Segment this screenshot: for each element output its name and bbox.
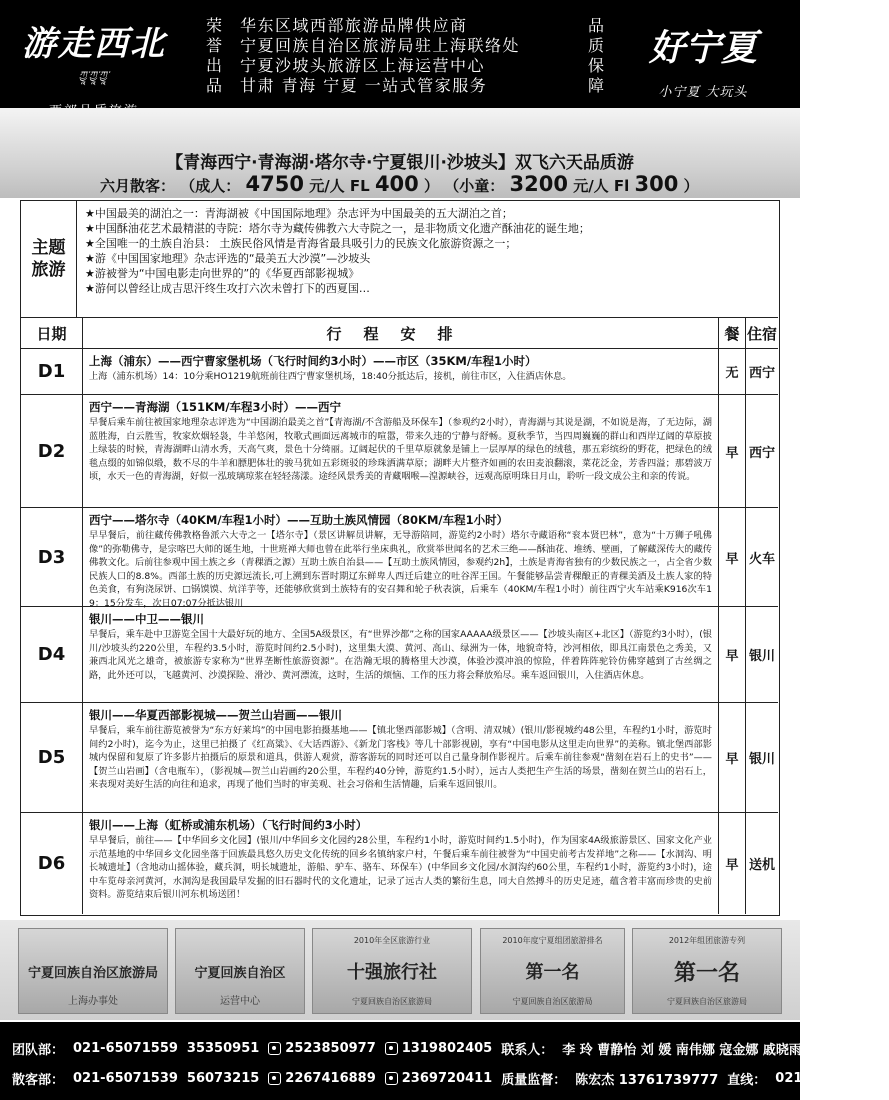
supervisor-contact: 陈宏杰 13761739777: [575, 1072, 719, 1088]
day-route: 银川——上海（虹桥或浦东机场）（飞行时间约3小时）: [89, 818, 368, 832]
retail-qq: 2267416889: [285, 1070, 376, 1086]
adult-close: ）: [424, 177, 440, 195]
qq-icon: [385, 1072, 398, 1085]
price-line: [100, 172, 760, 196]
header-slogans: [240, 16, 580, 96]
day-hotel: 银川: [748, 752, 775, 767]
day-meal: 早: [719, 508, 746, 606]
day-route: 上海（浦东）——西宁曹家堡机场（飞行时间约3小时）——市区（35KM/车程1小时）: [89, 354, 537, 368]
slogan-line: 华东区域西部旅游品牌供应商: [240, 16, 468, 35]
day-description: [83, 349, 719, 394]
honor-label: [206, 16, 228, 96]
group-tel: 021-65071559: [73, 1040, 178, 1056]
award-plaque: [312, 928, 472, 1014]
day-hotel: 送机: [748, 858, 775, 873]
award-bottom: 运营中心: [220, 996, 260, 1007]
hao-ningxia-logo: [620, 14, 786, 104]
day-description: [83, 813, 719, 914]
day-text: 早餐后，乘车赴中卫游览全国十大最好玩的地方、全国5A级景区，有“世界沙都”之称的国家AAAAA级景区——【沙坡头南区+北区】（游览约3小时），(银川/沙坡头约220公里，车程约3.5小时，游览时间约2.5小时)，这里集大漠、黄河、高山、绿洲为一体，地貌奇特，沙河相依，即具江南景色之秀美，又兼西北风光之雄奇，被旅游专家称为“世界垄断性旅游资源”。在浩瀚无垠的腾格里大沙漠，体验沙漠冲浪的惊险，伴着阵阵驼铃仿佛穿越到了古丝绸之路，此外还可以，飞越黄河、沙漠探险、滑沙、黄河漂流，这时，生活的烦恼、工作的压力将会释放殆尽。乘车返回银川，入住酒店休息。: [89, 629, 712, 681]
award-plaque: [18, 928, 168, 1014]
slogan-line: 宁夏回族自治区旅游局驻上海联络处: [240, 36, 521, 55]
theme-features: [77, 201, 778, 317]
theme-label-cell: [21, 201, 77, 317]
day-route: 银川——华夏西部影视城——贺兰山岩画——银川: [89, 708, 342, 722]
day-description: [83, 607, 719, 702]
day-meal: 无: [719, 349, 746, 394]
season-label: 六月散客：: [100, 177, 176, 195]
plan-header: 行程安排: [83, 318, 719, 348]
honor-char: 品: [206, 76, 223, 95]
guarantee-char: 障: [588, 76, 605, 95]
group-qq: 2523850977: [285, 1040, 376, 1056]
date-header: 日期: [21, 318, 83, 348]
retail-label: 散客部：: [12, 1072, 65, 1088]
day-meal: 早: [719, 607, 746, 702]
child-unit: 元/人 Fl: [573, 177, 630, 195]
day-row: [21, 349, 778, 395]
qq-icon: [385, 1042, 398, 1055]
feature-item: ★游《中国国家地理》杂志评选的“最美五大沙漠”—沙坡头: [85, 252, 371, 265]
guarantee-char: 质: [588, 36, 605, 55]
qq-icon: [268, 1042, 281, 1055]
award-title: 第一名: [673, 959, 740, 986]
guarantee-char: 保: [588, 56, 605, 75]
day-route: 西宁——塔尔寺（40KM/车程1小时）——互助土族风情园（80KM/车程1小时）: [89, 513, 509, 527]
award-title: 第一名: [525, 962, 580, 983]
honor-char: 出: [206, 56, 223, 75]
group-qq: 1319802405: [401, 1040, 493, 1056]
award-caption: 2012年组团旅游专列: [668, 936, 746, 945]
day-meal: 早: [719, 395, 746, 507]
award-plaque: [480, 928, 625, 1014]
right-logo-brand: 好宁夏: [648, 27, 757, 69]
retail-qq: 2369720411: [401, 1070, 493, 1086]
award-bottom: 宁夏回族自治区旅游局: [512, 997, 593, 1006]
award-title: 宁夏回族自治区: [194, 965, 286, 981]
retail-tel: 56073215: [186, 1070, 260, 1086]
meal-header: 餐: [719, 318, 746, 348]
right-logo-tagline: 小宁夏 大玩头: [658, 85, 748, 100]
logo-script-text: ཀྱཱ་ཀྱཱ་ཀྱཱ་: [78, 69, 110, 82]
logo-brand-text: 游走西北: [22, 24, 166, 64]
honor-char: 誉: [206, 36, 223, 55]
day-route: 银川——中卫——银川: [89, 612, 204, 626]
day-description: [83, 703, 719, 812]
award-caption: 2010年全区旅游行业: [353, 936, 431, 945]
theme-label: 主题: [31, 238, 66, 258]
child-label: （小童：: [444, 177, 505, 195]
day-description: [83, 395, 719, 507]
theme-row: [21, 201, 778, 318]
day-text: 早早餐后，前往——【中华回乡文化园】(银川/中华回乡文化园约28公里，车程约1小时，游览时间约1.5小时)，作为国家4A级旅游景区、国家文化产业示范基地的中华回乡文化园坐落于回族最具悠久历史文化传统的回乡名镇纳家户村，午餐后乘车前往被誉为“中国史前考古发祥地”之称——【水洞沟、明长城遗址】（含地动山摇体验，藏兵洞，明长城遗址，游船、驴车、骆车、环保车）(中华回乡文化园/水洞沟约60公里，车程约1小时，游览约3小时)，途中车览母亲河黄河，水洞沟是我国最早发掘的旧石器时代的文化遗址，记录了远古人类的繁衍生息，同大自然搏斗的历史足迹，蕴含着丰富而珍贵的史前资料。游览结束后银川河东机场送团！: [89, 835, 712, 901]
day-hotel: 西宁: [748, 366, 775, 381]
contact-label: 联系人：: [501, 1042, 554, 1058]
qq-icon: [268, 1072, 281, 1085]
day-row: [21, 607, 778, 703]
title-banner: [0, 108, 800, 198]
child-close: ）: [683, 177, 699, 195]
adult-price: 4750: [245, 172, 304, 196]
honor-char: 荣: [206, 16, 223, 35]
table-header-row: [21, 318, 778, 349]
day-number: D1: [21, 349, 83, 394]
feature-item: ★全国唯一的土族自治县： 土族民俗风情是青海省最具吸引力的民族文化旅游资源之一；: [85, 237, 517, 250]
day-description: [83, 508, 719, 609]
adult-label: （成人：: [180, 177, 241, 195]
day-row: [21, 813, 778, 914]
award-bottom: 宁夏回族自治区旅游局: [352, 997, 432, 1006]
guarantee-char: 品: [588, 16, 605, 35]
day-hotel: 银川: [748, 649, 775, 664]
itinerary-table: [20, 200, 780, 916]
group-label: 团队部：: [12, 1042, 65, 1058]
youzou-xibei-logo: [14, 10, 174, 102]
award-bottom: 上海办事处: [68, 996, 118, 1007]
feature-item: ★游被誉为“中国电影走向世界的”的《华夏西部影视城》: [85, 267, 360, 280]
award-title: 十强旅行社: [347, 962, 437, 983]
day-hotel: 西宁: [748, 445, 775, 461]
feature-item: ★游何以曾经让成吉思汗终生攻打六次未曾打下的西夏国…: [85, 282, 370, 295]
retail-contact-line: [12, 1066, 889, 1090]
day-route: 西宁——青海湖（151KM/车程3小时）——西宁: [89, 400, 342, 414]
day-text: 早早餐后，前往藏传佛教格鲁派六大寺之一【塔尔寺】（景区讲解员讲解，无导游陪同，游览约2小时）塔尔寺藏语称“衮本贤巴林”，意为“十万狮子吼佛像”的弥勒佛寺，是宗喀巴大师的诞生地，十世班禅大师也曾在此举行坐床典礼，欣赏举世闻名的艺术三绝——酥油花、堆绣、壁画，了解藏深传大的藏传佛教文化。后前往参观中国土族之乡（青稞酒之源）互助土族自治县——【互助土族风情园，参观约2h】，土族是青海省独有的少数民族之一，占全省少数民族人口的8.8%。西部土族的历史源远流长,可上溯到东晋时期辽东鲜卑人西迁后建立的吐谷浑王国。午餐能够品尝青稞酿正的青稞美酒及土族人家的特色美食，有狗浇尿饼、□锅馍馍、炕洋芋等，还能够欣赏到土族特有的安召舞和轮子秋表演，后乘车（40KM/车程1小时）前往西宁火车站乘K916次车19：15分发车，次日07:07分抵达银川: [89, 530, 712, 609]
day-number: D3: [21, 508, 83, 606]
day-number: D4: [21, 607, 83, 702]
award-plaques: [0, 920, 800, 1020]
contact-names: 李 玲 曹静怡 刘 媛 南伟娜 寇金娜 戚晓雨: [562, 1042, 802, 1058]
feature-item: ★中国最美的湖泊之一：青海湖被《中国国际地理》杂志评为中国最美的五大湖泊之首；: [85, 207, 513, 220]
day-row: [21, 395, 778, 508]
slogan-line: 甘肃 青海 宁夏 一站式管家服务: [240, 76, 488, 95]
header: [0, 0, 800, 108]
day-text: 早餐后乘车前往被国家地理杂志评选为“中国湖泊最美之首”【青海湖/不含游船及环保车】（参观约2小时），青海湖与其说是湖，不如说是海，了无边际，湖蓝胜海，白云胜雪，牧家炊烟轻袅，牛羊悠闲，牧歌式画面远离城市的喧嚣，带来久违的宁静与舒畅。夏秋季节，当四周巍巍的群山和西岸辽阔的草原披上绿装的时候，青海湖畔山清水秀，天高气爽，景色十分绮丽。辽阔起伏的千里草原就象是铺上一层厚厚的绿色的绒毯，那五彩缤纷的野花，把绿色的绒毯点缀的如锦似缎，数不尽的牛羊和膘肥体壮的骏马犹如五彩斑驳的珍珠洒满草原；湖畔大片整齐如画的农田麦浪翻滚，菜花泛金，芳香四溢；那碧波万顷，水天一色的青海湖，好似一泓玻璃琼浆在轻轻荡漾。途经风景秀美的青藏咽喉—湟源峡谷，远观高原明珠日月山，聆听一段文成公主和亲的传说。: [89, 417, 712, 483]
day-row: [21, 703, 778, 813]
direct-tel: 021-35350951: [775, 1070, 881, 1086]
retail-tel: 021-65071539: [73, 1070, 178, 1086]
day-meal: 早: [719, 703, 746, 812]
theme-label: 旅游: [31, 260, 66, 280]
day-number: D2: [21, 395, 83, 507]
day-hotel: 火车: [748, 551, 775, 567]
day-text: 早餐后，乘车前往游览被誉为“东方好莱坞”的中国电影拍摄基地——【镇北堡西部影城】（含明、清双城）(银川/影视城约48公里，车程约1小时，游览时间约2小时)，迄今为止，这里已拍摄了《红高粱》、《大话西游》、《新龙门客栈》等几十部影视剧，享有“中国电影从这里走向世界”的美称。镇北堡西部影城内保留和复原了许多影片拍摄后的原景和道具，供游人观赏，游客游玩的同时还可以自己量身制作影视片。后乘车前往参观“凿刻在岩石上的史书”——【贺兰山岩画】（含电瓶车），（影视城—贺兰山岩画约20公里，车程约40分钟，游览约1.5小时），远古人类把生产生活的场景，凿刻在贺兰山的岩石上，来表现对美好生活的向往和追求，再现了他们当时的审美观、社会习俗和生活情趣，后乘车返回银川。: [89, 725, 712, 791]
award-plaque: [632, 928, 782, 1014]
day-meal: 早: [719, 813, 746, 914]
day-number: D5: [21, 703, 83, 812]
group-tel: 35350951: [186, 1040, 260, 1056]
hotel-header: 住宿: [746, 324, 777, 343]
contact-footer: [0, 1022, 881, 1100]
award-bottom: 宁夏回族自治区旅游局: [667, 997, 747, 1006]
slogan-line: 宁夏沙坡头旅游区上海运营中心: [240, 56, 486, 75]
direct-label: 直线：: [727, 1072, 767, 1088]
day-row: [21, 508, 778, 607]
award-caption: 2010年度宁夏组团旅游排名: [502, 936, 603, 945]
child-fl: 300: [634, 172, 679, 196]
adult-unit: 元/人 FL: [309, 177, 370, 195]
group-contact-line: [12, 1036, 811, 1060]
day-number: D6: [21, 813, 83, 914]
tour-title: 【青海西宁·青海湖·塔尔寺·宁夏银川·沙坡头】双飞六天品质游: [166, 153, 634, 173]
child-price: 3200: [509, 172, 568, 196]
feature-item: ★中国酥油花艺术最精湛的寺院：塔尔寺为藏传佛教六大寺院之一，是非物质文化遗产酥油花的诞生地；: [85, 222, 590, 235]
guarantee-label: [588, 16, 610, 96]
day-text: 上海（浦东机场）14：10分乘HO1219航班前往西宁曹家堡机场，18:40分抵达后，接机，前往市区，入住酒店休息。: [89, 371, 572, 382]
award-title: 宁夏回族自治区旅游局: [27, 965, 158, 981]
adult-fl: 400: [374, 172, 419, 196]
award-plaque: [175, 928, 305, 1014]
supervisor-label: 质量监督：: [501, 1072, 567, 1088]
